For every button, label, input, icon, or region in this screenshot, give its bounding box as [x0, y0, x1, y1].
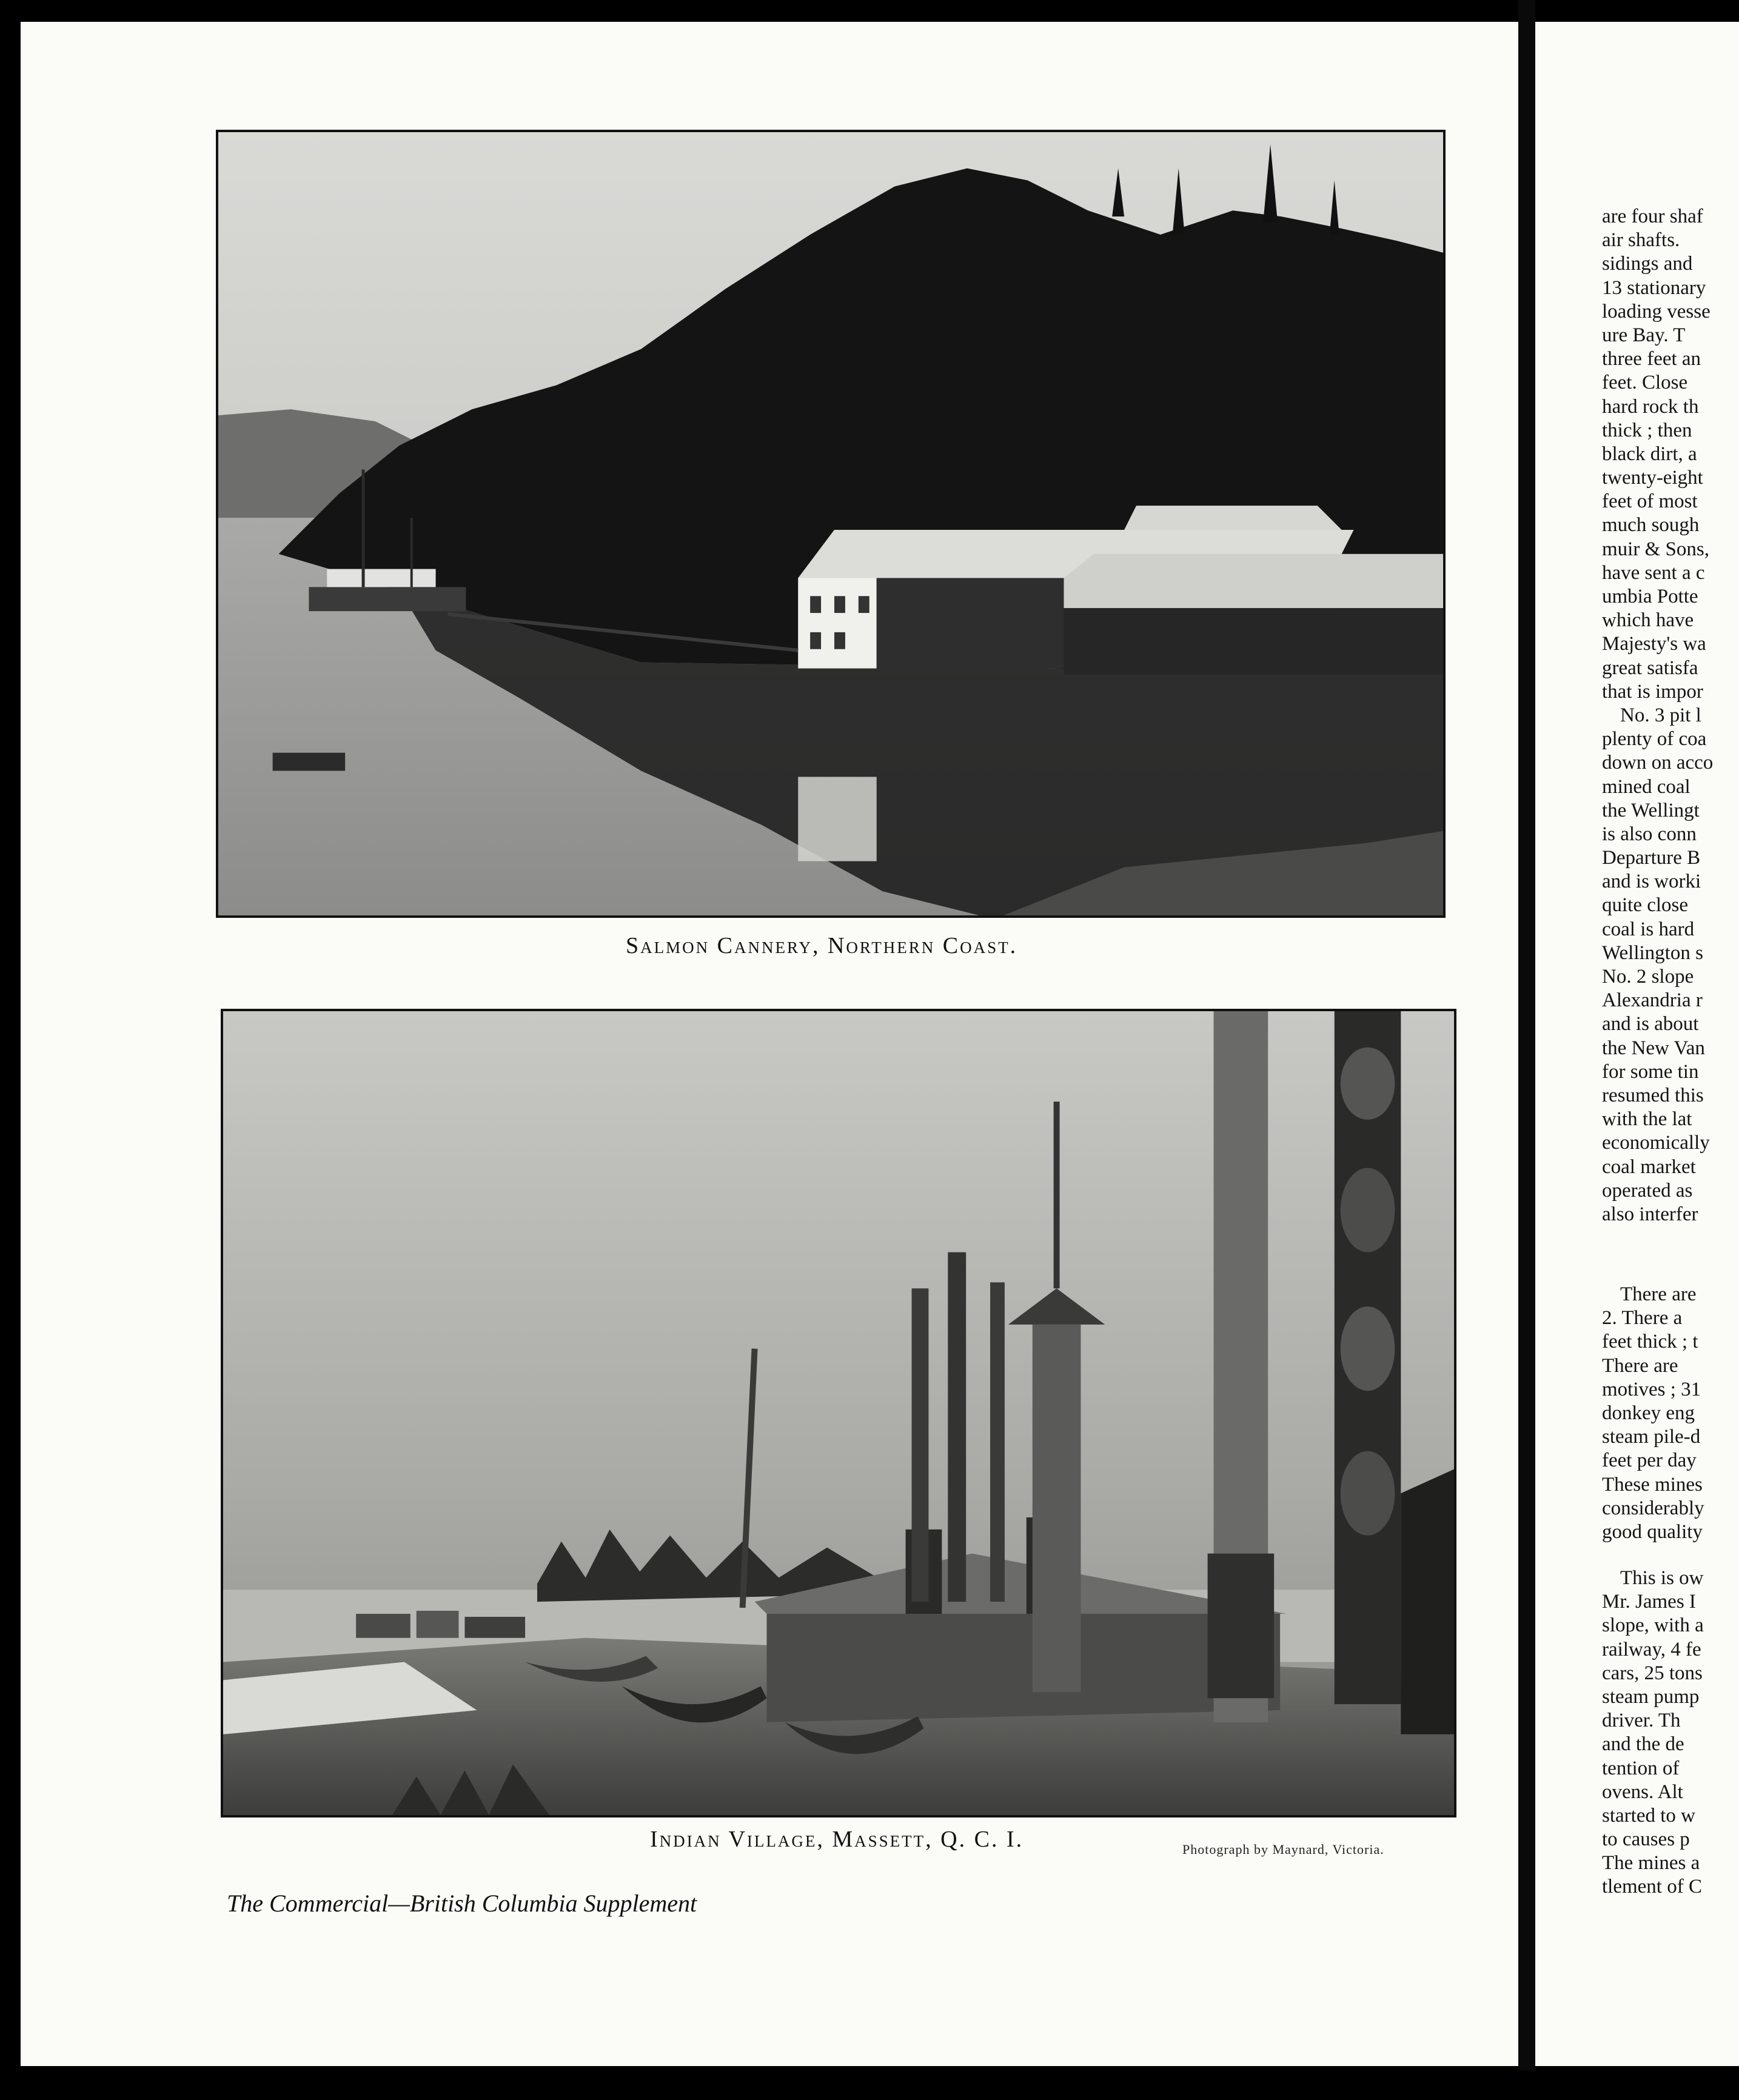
line: slope, with a	[1602, 1614, 1704, 1637]
line: considerably	[1602, 1497, 1704, 1519]
line: to causes p	[1602, 1828, 1690, 1851]
line: much sough	[1602, 514, 1700, 537]
line: hard rock th	[1602, 395, 1699, 418]
line: three feet an	[1602, 348, 1701, 370]
line: feet thick ; t	[1602, 1331, 1698, 1353]
scan-border-left	[0, 0, 19, 2100]
line: railway, 4 fe	[1602, 1638, 1701, 1660]
right-page	[1535, 22, 1739, 2066]
line: tlement of C	[1602, 1876, 1702, 1898]
line: cars, 25 tons	[1602, 1662, 1703, 1684]
line: No. 2 slope	[1602, 966, 1694, 988]
line: sidings and	[1602, 253, 1693, 275]
line: No. 3 pit l	[1620, 704, 1701, 726]
line: feet. Close	[1602, 372, 1688, 394]
line: operated as	[1602, 1179, 1693, 1202]
line: and is worki	[1602, 871, 1701, 893]
line: steam pump	[1602, 1685, 1700, 1708]
page-gutter	[1518, 0, 1535, 2100]
line: driver. Th	[1602, 1710, 1681, 1732]
line: great satisfa	[1602, 657, 1698, 679]
salmon-cannery-caption: Salmon Cannery, Northern Coast.	[626, 933, 1018, 958]
indian-village-caption: Indian Village, Massett, Q. C. I.	[650, 1827, 1024, 1852]
line: muir & Sons,	[1602, 538, 1709, 560]
line: feet per day	[1602, 1450, 1697, 1472]
line: coal is hard	[1602, 918, 1695, 940]
line: is also conn	[1602, 823, 1697, 845]
right-column-block-3	[1602, 1567, 1739, 1899]
line: with the lat	[1602, 1108, 1692, 1131]
line: black dirt, a	[1602, 443, 1697, 465]
right-column-block-1	[1602, 205, 1739, 1226]
line: the New Van	[1602, 1037, 1705, 1059]
scan-border-bottom	[0, 2070, 1739, 2100]
line: and is about	[1602, 1013, 1699, 1035]
line: economically	[1602, 1132, 1710, 1154]
line: donkey eng	[1602, 1402, 1695, 1424]
line: motives ; 31	[1602, 1378, 1701, 1400]
line: These mines	[1602, 1473, 1703, 1496]
line: twenty-eight	[1602, 467, 1703, 489]
line: loading vesse	[1602, 300, 1711, 323]
line: which have	[1602, 609, 1694, 632]
line: ure Bay. T	[1602, 324, 1686, 346]
line: the Wellingt	[1602, 799, 1700, 821]
indian-village-photo	[221, 1009, 1456, 1817]
line: are four shaf	[1602, 206, 1703, 227]
line: 13 stationary	[1602, 276, 1706, 299]
line: resumed this	[1602, 1084, 1704, 1106]
line: There are	[1602, 1354, 1678, 1377]
line: Departure B	[1602, 847, 1701, 869]
line: feet of most	[1602, 490, 1698, 513]
line: have sent a c	[1602, 561, 1705, 584]
line: started to w	[1602, 1804, 1695, 1827]
line: 2. There a	[1602, 1307, 1683, 1329]
line: Alexandria r	[1602, 989, 1703, 1012]
right-column-block-2	[1602, 1283, 1739, 1544]
salmon-cannery-photo	[216, 130, 1446, 918]
line: Wellington s	[1602, 941, 1703, 964]
line: and the de	[1602, 1733, 1684, 1756]
left-page	[21, 22, 1518, 2066]
line: also interfer	[1602, 1203, 1698, 1225]
photo-credit: Photograph by Maynard, Victoria.	[1182, 1842, 1384, 1857]
line: steam pile-d	[1602, 1426, 1701, 1448]
supplement-footer: The Commercial—British Columbia Supplement	[227, 1890, 697, 1917]
line: for some tin	[1602, 1060, 1699, 1083]
line: thick ; then	[1602, 419, 1692, 441]
line: umbia Potte	[1602, 586, 1698, 607]
line: ovens. Alt	[1602, 1781, 1683, 1803]
line: Majesty's wa	[1602, 633, 1706, 655]
indian-village-image	[223, 1011, 1454, 1815]
line: plenty of coa	[1602, 728, 1707, 751]
line: air shafts.	[1602, 229, 1680, 252]
line: good quality	[1602, 1520, 1703, 1543]
salmon-cannery-image	[218, 132, 1443, 915]
line: mined coal	[1602, 775, 1690, 798]
line: tention of	[1602, 1757, 1680, 1779]
line: quite close	[1602, 894, 1689, 917]
line: Mr. James I	[1602, 1591, 1696, 1613]
line: that is impor	[1602, 680, 1703, 703]
line: There are	[1620, 1283, 1697, 1305]
line: coal market	[1602, 1155, 1696, 1178]
line: The mines a	[1602, 1852, 1700, 1874]
line: This is ow	[1620, 1567, 1704, 1589]
line: down on acco	[1602, 752, 1714, 774]
scan-border-top	[0, 0, 1739, 18]
